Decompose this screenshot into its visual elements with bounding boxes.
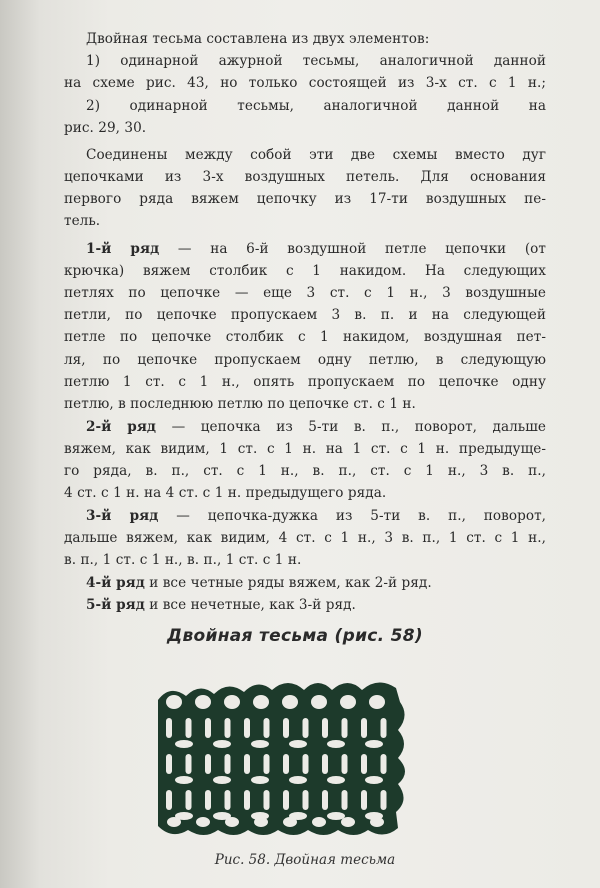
text-line: го ряда, в. п., ст. с 1 н., в. п., ст. с 1 н., 3 в. п.,	[64, 463, 546, 479]
text-line: петлю 1 ст. с 1 н., опять пропускаем по цепочке одну	[64, 374, 546, 390]
lace-gap	[361, 718, 367, 738]
lace-gap	[322, 718, 328, 738]
lace-gap	[186, 754, 192, 774]
text-line: в. п., 1 ст. с 1 н., в. п., 1 ст. с 1 н.	[64, 552, 302, 568]
row-label: 3-й ряд	[86, 508, 159, 524]
lace-gap	[205, 754, 211, 774]
lace-pattern	[158, 682, 405, 835]
lace-hole	[195, 695, 211, 709]
text-line: 1) одинарной ажурной тесьмы, аналогичной данной	[86, 53, 546, 69]
lace-chain-hole	[289, 776, 307, 784]
lace-gap	[342, 718, 348, 738]
lace-gap	[205, 718, 211, 738]
lace-hole	[166, 695, 182, 709]
lace-chain-hole	[251, 740, 269, 748]
lace-gap	[342, 790, 348, 810]
lace-hole	[311, 695, 327, 709]
lace-hole	[341, 817, 355, 827]
row-text: — цепочка из 5-ти в. п., поворот, дальше	[171, 419, 547, 435]
text-line: 2) одинарной тесьмы, аналогичной данной на	[86, 98, 546, 114]
lace-hole	[253, 695, 269, 709]
lace-chain-hole	[289, 740, 307, 748]
row-text: и все нечетные, как 3-й ряд.	[149, 597, 356, 613]
lace-gap	[225, 790, 231, 810]
row-label: 1-й ряд	[86, 241, 160, 257]
lace-hole	[225, 817, 239, 827]
lace-chain-hole	[365, 740, 383, 748]
lace-gap	[303, 790, 309, 810]
text-line: крючка) вяжем столбик с 1 накидом. На следующих	[64, 263, 546, 279]
text-line: дальше вяжем, как видим, 4 ст. с 1 н., 3 в. п., 1 ст. с 1 н.,	[64, 530, 546, 546]
section-heading: Двойная тесьма (рис. 58)	[167, 626, 423, 646]
lace-gap	[361, 754, 367, 774]
text-line: 4 ст. с 1 н. на 4 ст. с 1 н. предыдущего ряда.	[64, 485, 387, 501]
lace-gap	[283, 754, 289, 774]
text-line: вяжем, как видим, 1 ст. с 1 н. на 1 ст. с 1 н. предыдуще-	[64, 441, 546, 457]
text-line: Соединены между собой эти две схемы вместо дуг	[86, 147, 546, 163]
lace-hole	[224, 695, 240, 709]
lace-gap	[186, 718, 192, 738]
lace-gap	[322, 754, 328, 774]
lace-figure	[148, 672, 418, 842]
lace-gap	[381, 790, 387, 810]
row-label: 5-й ряд	[86, 597, 145, 613]
lace-hole	[369, 695, 385, 709]
row-4-line	[86, 575, 432, 591]
lace-hole	[312, 817, 326, 827]
row-2-first-line	[86, 419, 546, 435]
lace-gap	[186, 790, 192, 810]
text-line: петлю, в последнюю петлю по цепочке ст. с 1 н.	[64, 396, 416, 412]
lace-gap	[244, 754, 250, 774]
lace-gap	[264, 718, 270, 738]
lace-chain-hole	[213, 740, 231, 748]
row-label: 4-й ряд	[86, 575, 145, 591]
lace-gap	[166, 718, 172, 738]
lace-gap	[244, 790, 250, 810]
lace-gap	[283, 790, 289, 810]
lace-hole	[167, 817, 181, 827]
lace-gap	[264, 754, 270, 774]
lace-chain-hole	[365, 776, 383, 784]
lace-band	[158, 682, 405, 835]
text-line: петле по цепочке столбик с 1 накидом, воздушная пет-	[64, 329, 546, 345]
text-line: петлях по цепочке — еще 3 ст. с 1 н., 3 воздушные	[64, 285, 546, 301]
lace-gap	[225, 754, 231, 774]
lace-hole	[340, 695, 356, 709]
lace-gap	[205, 790, 211, 810]
row-5-line	[86, 597, 356, 613]
text-line: первого ряда вяжем цепочку из 17-ти воздушных пе-	[64, 191, 546, 207]
lace-gap	[166, 790, 172, 810]
row-text: — на 6-й воздушной петле цепочки (от	[177, 241, 546, 257]
lace-gap	[264, 790, 270, 810]
lace-chain-hole	[327, 776, 345, 784]
lace-gap	[381, 718, 387, 738]
lace-chain-hole	[213, 776, 231, 784]
lace-hole	[196, 817, 210, 827]
figure-caption: Рис. 58. Двойная тесьма	[214, 852, 396, 868]
lace-gap	[303, 718, 309, 738]
row-1-first-line	[86, 241, 546, 257]
lace-gap	[244, 718, 250, 738]
lace-hole	[370, 817, 384, 827]
text-line: ля, по цепочке пропускаем одну петлю, в следующую	[64, 352, 546, 368]
lace-gap	[361, 790, 367, 810]
lace-chain-hole	[251, 776, 269, 784]
row-text: и все четные ряды вяжем, как 2-й ряд.	[149, 575, 432, 591]
text-line: тель.	[64, 213, 101, 229]
text-line: Двойная тесьма составлена из двух элементов:	[86, 31, 430, 47]
row-text: — цепочка-дужка из 5-ти в. п., поворот,	[176, 508, 547, 524]
lace-gap	[342, 754, 348, 774]
lace-chain-hole	[327, 812, 345, 820]
lace-hole	[282, 695, 298, 709]
lace-gap	[283, 718, 289, 738]
row-3-first-line	[86, 508, 546, 524]
lace-chain-hole	[175, 740, 193, 748]
text-line: петли, по цепочке пропускаем 3 в. п. и на следующей	[64, 307, 546, 323]
lace-chain-hole	[327, 740, 345, 748]
lace-hole	[283, 817, 297, 827]
lace-hole	[254, 817, 268, 827]
lace-gap	[303, 754, 309, 774]
lace-chain-hole	[175, 776, 193, 784]
lace-gap	[322, 790, 328, 810]
lace-gap	[225, 718, 231, 738]
row-label: 2-й ряд	[86, 419, 157, 435]
lace-gap	[166, 754, 172, 774]
text-line: рис. 29, 30.	[64, 120, 147, 136]
text-line: цепочками из 3-х воздушных петель. Для основания	[64, 169, 546, 185]
lace-gap	[381, 754, 387, 774]
text-line: на схеме рис. 43, но только состоящей из 3-х ст. с 1 н.;	[64, 75, 546, 91]
